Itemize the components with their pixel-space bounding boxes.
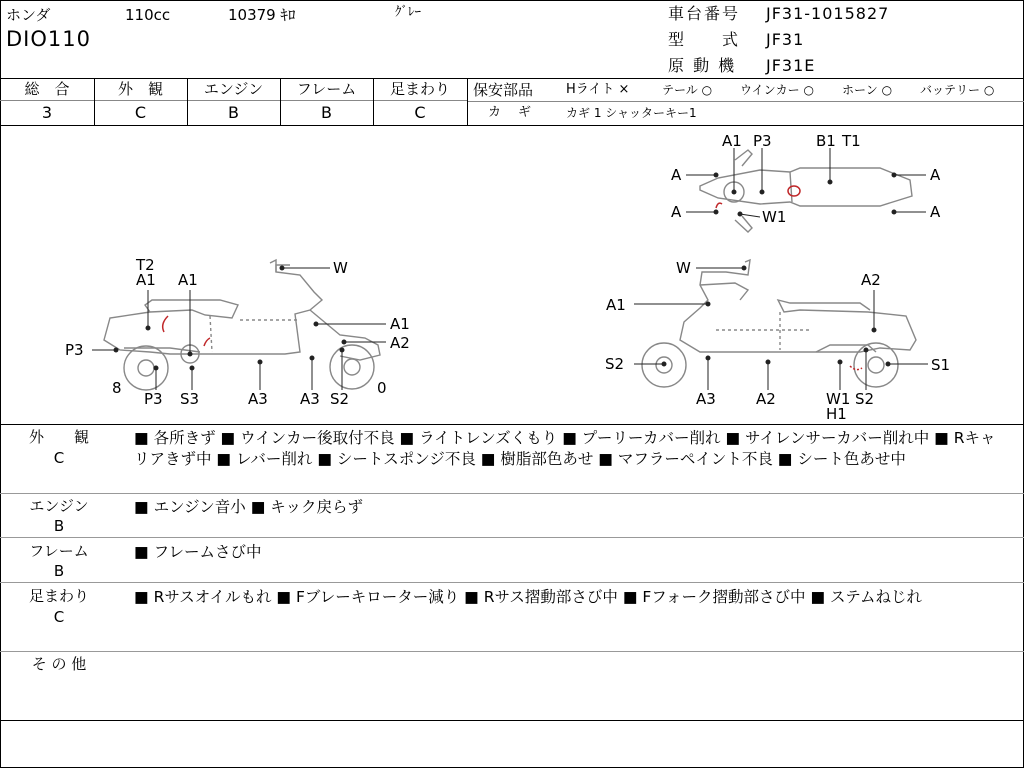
rule-remarks bbox=[0, 651, 1024, 652]
grade-exterior-label: 外 観 bbox=[117, 80, 163, 98]
safety-parts-label: 保安部品 bbox=[473, 81, 534, 99]
diag-label: W bbox=[676, 259, 691, 277]
diag-label: S3 bbox=[180, 390, 200, 408]
diag-label: A2 bbox=[861, 271, 881, 289]
diag-label: A bbox=[930, 166, 941, 184]
diag-label: P3 bbox=[753, 132, 772, 150]
key-label: カ ギ bbox=[488, 105, 534, 120]
remark-grade-frame: B bbox=[53, 562, 65, 580]
diag-label: A bbox=[671, 166, 682, 184]
frame-no-label: 車台番号 bbox=[668, 4, 741, 23]
diag-label: T2 bbox=[136, 256, 155, 274]
damage-mark bbox=[850, 366, 862, 370]
damage-mark bbox=[204, 338, 210, 346]
grade-exterior-value: C bbox=[134, 103, 147, 122]
type-value: JF31 bbox=[766, 30, 805, 49]
remark-grade-engine: B bbox=[53, 517, 65, 535]
remark-text-suspension: ■ Rサスオイルもれ ■ Fブレーキローター減り ■ Rサス摺動部さび中 ■ Fフォーク摺動部さび中 ■ ステムねじれ bbox=[134, 588, 922, 606]
type-label: 型 式 bbox=[668, 30, 741, 49]
grade-frame-label: フレーム bbox=[296, 80, 357, 98]
grade-suspension-label: 足まわり bbox=[389, 80, 450, 98]
key-value: カギ 1 シャッターキー1 bbox=[566, 106, 697, 120]
diag-label: A1 bbox=[606, 296, 626, 314]
grade-frame-value: B bbox=[321, 103, 332, 122]
diag-label: H1 bbox=[826, 405, 847, 423]
remark-label-exterior: 外 観 bbox=[28, 428, 89, 446]
safety-horn: ホーン ○ bbox=[842, 83, 893, 97]
remark-label-suspension: 足まわり bbox=[28, 587, 89, 605]
diag-label: P3 bbox=[65, 341, 84, 359]
diag-label: 8 bbox=[112, 379, 122, 397]
remark-grade-exterior: C bbox=[53, 449, 65, 467]
grade-overall-label: 総 合 bbox=[24, 80, 70, 98]
diag-label: A2 bbox=[390, 334, 410, 352]
grade-overall-value: 3 bbox=[41, 103, 53, 122]
engine-value: JF31E bbox=[766, 56, 816, 75]
diag-label: A3 bbox=[300, 390, 320, 408]
safety-winker: ウインカー ○ bbox=[740, 83, 814, 97]
remark-label-engine: エンジン bbox=[29, 497, 89, 515]
rule-remarks-bottom bbox=[0, 720, 1024, 721]
damage-mark bbox=[716, 203, 722, 208]
diag-label: S2 bbox=[605, 355, 625, 373]
diag-label: 0 bbox=[377, 379, 387, 397]
body-color: ｸﾞﾚｰ bbox=[395, 5, 421, 20]
diag-label: S2 bbox=[855, 390, 875, 408]
remark-text-engine: ■ エンジン音小 ■ キック戻らず bbox=[134, 498, 363, 516]
engine-label: 原 動 機 bbox=[668, 56, 737, 75]
diag-label: A1 bbox=[390, 315, 410, 333]
diag-label: W1 bbox=[762, 208, 787, 226]
safety-battery: バッテリー ○ bbox=[920, 83, 995, 97]
frame-no: JF31-1015827 bbox=[766, 4, 890, 23]
diag-label: W1 bbox=[826, 390, 851, 408]
rule-remarks bbox=[0, 582, 1024, 583]
damage-mark bbox=[788, 186, 800, 196]
grade-engine-value: B bbox=[228, 103, 239, 122]
grade-suspension-value: C bbox=[414, 103, 426, 122]
remark-text-exterior: ■ 各所きず ■ ウインカー後取付不良 ■ ライトレンズくもり ■ プーリーカバー削れ ■ サイレンサーカバー削れ中 ■ Rキャリアきず中 ■ レバー削れ ■ シートスポンジ不良 ■ 樹脂部色あせ ■ マフラーペイント不良 ■ シート色あせ中 bbox=[134, 429, 996, 468]
mileage: 10379 ｷﾛ bbox=[228, 6, 296, 24]
remark-text-frame: ■ フレームさび中 bbox=[134, 543, 262, 561]
grade-engine-label: エンジン bbox=[203, 80, 264, 98]
rule-remarks bbox=[0, 537, 1024, 538]
remark-grade-suspension: C bbox=[53, 608, 65, 626]
safety-tail: テール ○ bbox=[662, 83, 713, 97]
diag-label: S1 bbox=[931, 356, 951, 374]
maker: ホンダ bbox=[6, 6, 51, 24]
diag-label: A bbox=[930, 203, 941, 221]
diag-label: W bbox=[333, 259, 348, 277]
diag-label: B1 bbox=[816, 132, 836, 150]
diag-label: T1 bbox=[842, 132, 861, 150]
diag-label: A1 bbox=[136, 271, 156, 289]
safety-headlight: Hライト × bbox=[566, 82, 630, 97]
diag-label: A3 bbox=[248, 390, 268, 408]
diag-label: A1 bbox=[722, 132, 742, 150]
diag-label: P3 bbox=[144, 390, 163, 408]
diag-label: S2 bbox=[330, 390, 350, 408]
diag-label: A2 bbox=[756, 390, 776, 408]
diag-label: A bbox=[671, 203, 682, 221]
damage-mark bbox=[163, 316, 168, 332]
remark-label-other: そ の 他 bbox=[31, 655, 87, 673]
remark-label-frame: フレーム bbox=[29, 542, 89, 560]
rule-remarks-top bbox=[0, 424, 1024, 425]
displacement: 110cc bbox=[125, 6, 171, 24]
diag-label: A1 bbox=[178, 271, 198, 289]
diag-label: A3 bbox=[696, 390, 716, 408]
model-name: DIO110 bbox=[6, 27, 91, 51]
rule-remarks bbox=[0, 493, 1024, 494]
